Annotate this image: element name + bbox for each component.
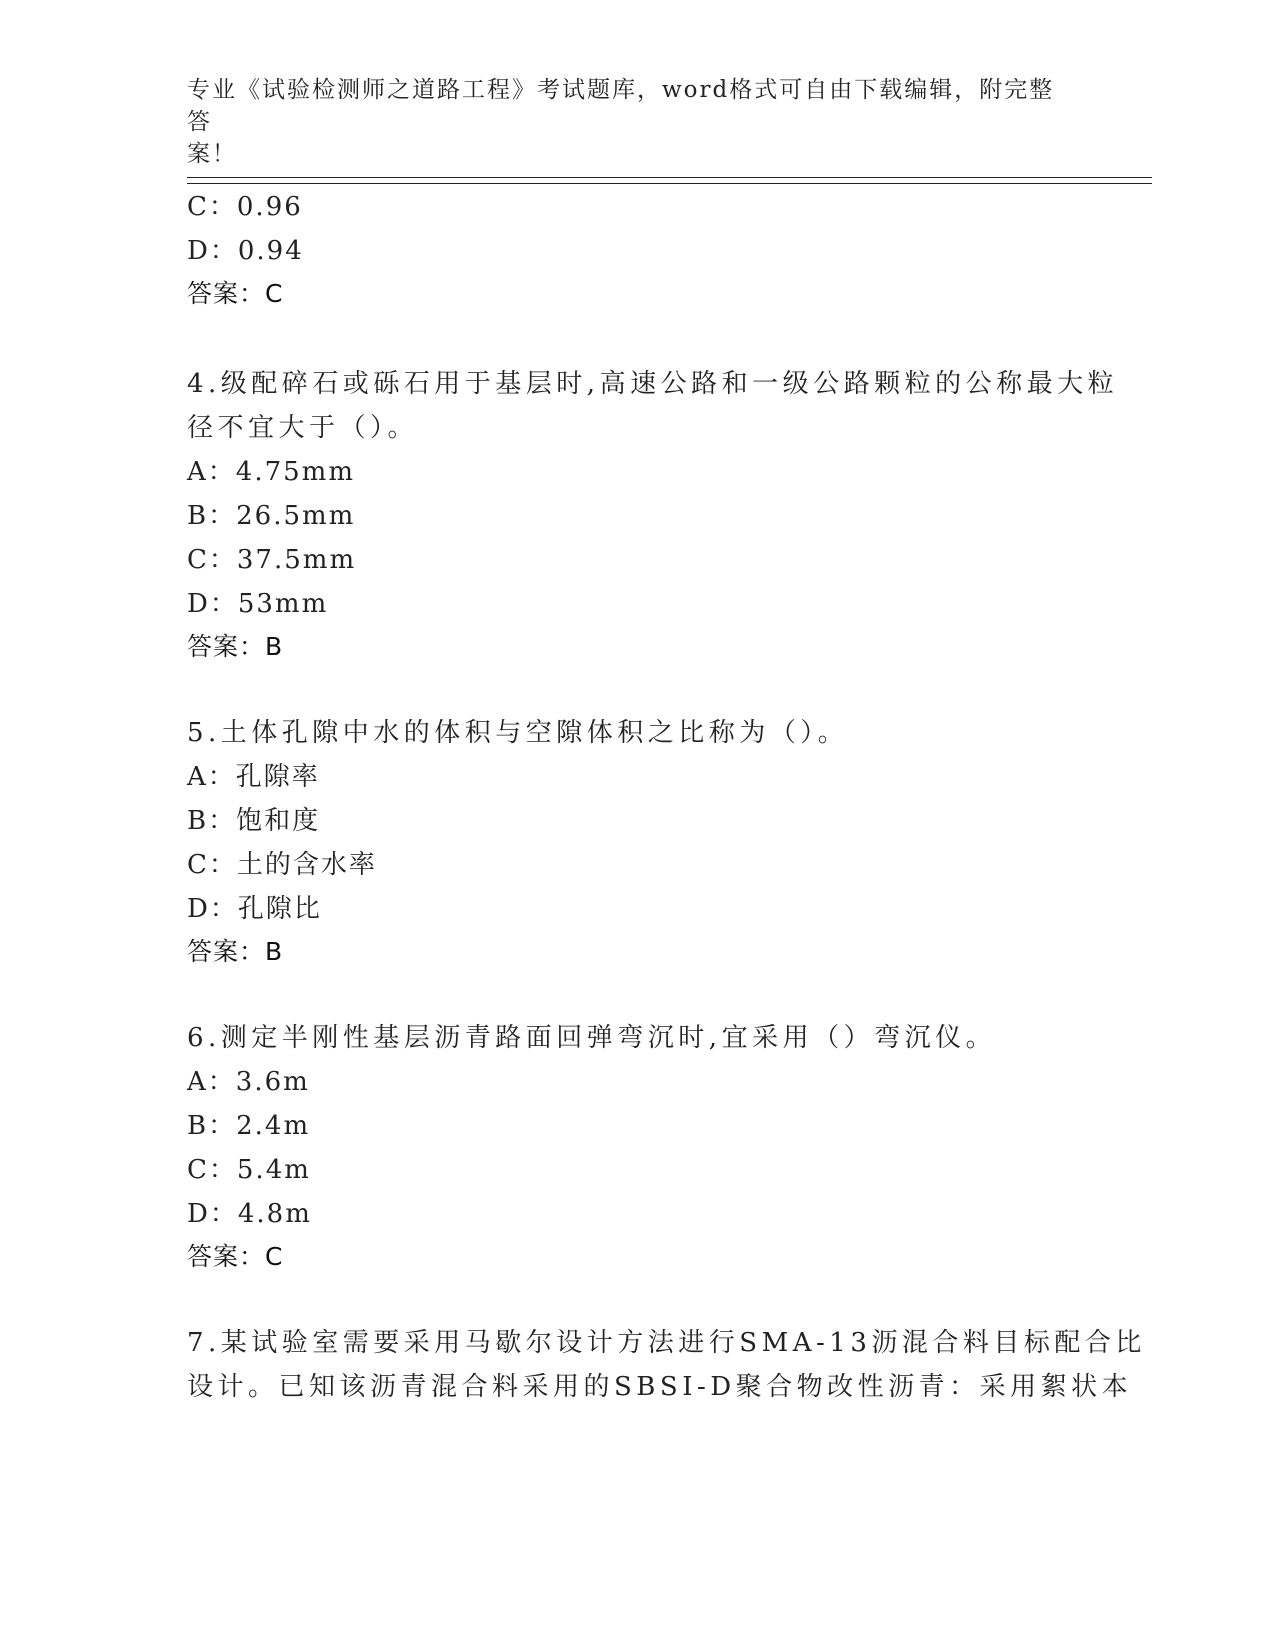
document-header [187, 74, 1067, 170]
q6-text-line-1: 6.测定半刚性基层沥青路面回弹弯沉时,宜采用（）弯沉仪。 [187, 1023, 997, 1053]
q3-answer: 答案：C [187, 279, 284, 308]
q4-option-c: C：37.5mm [187, 545, 357, 575]
q5-option-d: D：孔隙比 [187, 894, 322, 924]
header-line-1: 专业《试验检测师之道路工程》考试题库，word格式可自由下载编辑，附完整答 [187, 77, 1055, 135]
q6-option-c: C：5.4m [187, 1155, 311, 1185]
q6-option-a: A：3.6m [187, 1067, 310, 1097]
q5-option-b: B：饱和度 [187, 806, 321, 836]
q7-text-line-1: 7.某试验室需要采用马歇尔设计方法进行SMA-13沥混合料目标配合比 [187, 1328, 1146, 1358]
header-rule-bottom [187, 183, 1152, 184]
q4-text-line-1: 4.级配碎石或砾石用于基层时,高速公路和一级公路颗粒的公称最大粒 [187, 369, 1119, 399]
header-rule-top [187, 177, 1152, 178]
q6-option-b: B：2.4m [187, 1111, 311, 1141]
header-line-2: 案！ [187, 141, 237, 167]
q5-answer: 答案：B [187, 937, 284, 966]
q6-answer: 答案：C [187, 1242, 284, 1271]
q4-answer: 答案：B [187, 632, 284, 661]
q4-option-b: B：26.5mm [187, 501, 356, 531]
q5-option-c: C：土的含水率 [187, 850, 377, 880]
q4-option-a: A：4.75mm [187, 457, 355, 487]
q3-option-c: C：0.96 [187, 192, 303, 222]
q7-text-line-2: 设计。已知该沥青混合料采用的SBSI-D聚合物改性沥青：采用絮状本 [187, 1372, 1133, 1402]
q5-option-a: A：孔隙率 [187, 762, 320, 792]
q6-option-d: D：4.8m [187, 1199, 312, 1229]
q4-option-d: D：53mm [187, 589, 329, 619]
q3-option-d: D：0.94 [187, 236, 304, 266]
q5-text-line-1: 5.土体孔隙中水的体积与空隙体积之比称为（）。 [187, 718, 849, 748]
q4-text-line-2: 径不宜大于（）。 [187, 413, 419, 443]
